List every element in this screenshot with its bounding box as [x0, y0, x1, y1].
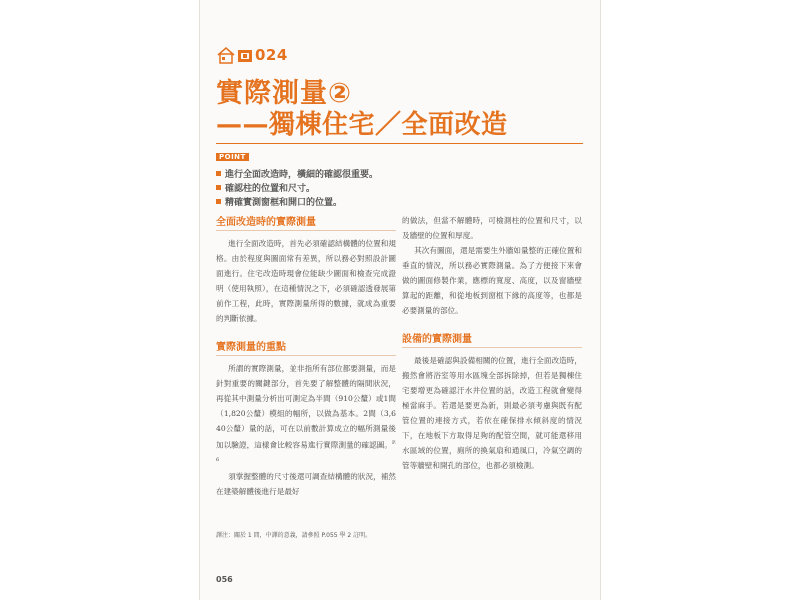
point-item	[216, 194, 378, 208]
section-heading: 設備的實際測量	[402, 330, 582, 348]
page-reference: P.6	[216, 440, 396, 463]
plan-header	[217, 47, 288, 64]
bullet-icon	[216, 199, 221, 204]
house-icon	[217, 47, 235, 64]
body-paragraph	[216, 361, 396, 469]
point-item	[216, 166, 378, 180]
page-subtitle: ——獨棟住宅／全面改造	[216, 110, 508, 140]
point-text: 精確實測窗框和開口的位置。	[225, 197, 343, 208]
title-divider	[216, 143, 583, 144]
point-badge: POINT	[216, 153, 249, 161]
body-paragraph: 進行全面改造時，首先必須確認結構體的位置和規格。由於程度與圖面常有差異，所以務必對照設計圖面進行。住宅改造時現會位能缺少圖面和檢查完成證明（使用執照），在這種情況之下，必須確認透發展第前作工程，此時，實際測量所得的數據，就成為重要的判斷依據。	[216, 239, 396, 323]
translator-note: 譯注：關於 1 間，中譯的意義，請參照 P.055 學 2 註明。	[216, 532, 372, 539]
body-paragraph: 須掌握整體的尺寸後還可調查結構體的狀況，補然在建築解體後進行是最好	[216, 472, 396, 497]
bullet-icon	[216, 171, 221, 176]
bullet-icon	[216, 185, 221, 190]
page-number: 056	[216, 575, 233, 584]
body-paragraph: 的做法，但當不解體時，可檢測柱的位置和尺寸，以及牆壁的位置和厚度。	[402, 216, 582, 240]
plan-tag-icon	[238, 49, 252, 63]
section-heading: 全面改造時的實際測量	[216, 213, 396, 231]
point-text: 進行全面改造時，橫細的確認很重要。	[225, 169, 379, 180]
paragraph-text: 所謂的實際測量，並非指所有部位都要測量，而是針對重要的關鍵部分，首先要了解整體的隔間狀況，再從其中測量分析出可測定為半間（910公釐）或1間（1,820公釐）模組的幅所，以做為基本。2間（3,640公釐）量的話，可在以前數計算成立的幅所測量後加以驗證，這樣會比較容易進行實際測量的確認圖。	[216, 364, 396, 450]
point-list	[216, 166, 378, 208]
section-heading: 實際測量的重點	[216, 338, 396, 356]
right-column	[402, 213, 582, 473]
body-paragraph: 其次有圖面，還是需要生外牆如量整的正確位置和垂直的情況，所以務必實際測量。為了方便接下來會做的圖面修製作業，應標的寬度、高度，以及窗牆壁算起的距離，和從地板到窗框下緣的高度等，也都是必要測量的部位。	[402, 246, 582, 315]
plan-code: 024	[255, 46, 288, 64]
point-item	[216, 180, 378, 194]
page-edge-right	[600, 0, 601, 600]
page-title: 實際測量②	[216, 78, 352, 109]
left-column	[216, 213, 396, 499]
body-paragraph: 最後是確認與設備相關的位置，進行全面改造時，搬然會將浴室等用水區塊全部拆除掉，但若是獨棟住宅要增更為確認汙水井位置的話，改造工程就會變得極當麻手。若還是要更為新，則最必須考慮與既有配管位置的連接方式，若依在確保排水傾斜度的情況下，在地板下方取得足夠的配管空間，就可能還移用水區域的位置，廁所的換氣扇和通風口，冷氣空調的管等牆壁和開孔的部位，也都必須檢測。	[402, 356, 582, 470]
point-text: 確認柱的位置和尺寸。	[225, 183, 316, 194]
